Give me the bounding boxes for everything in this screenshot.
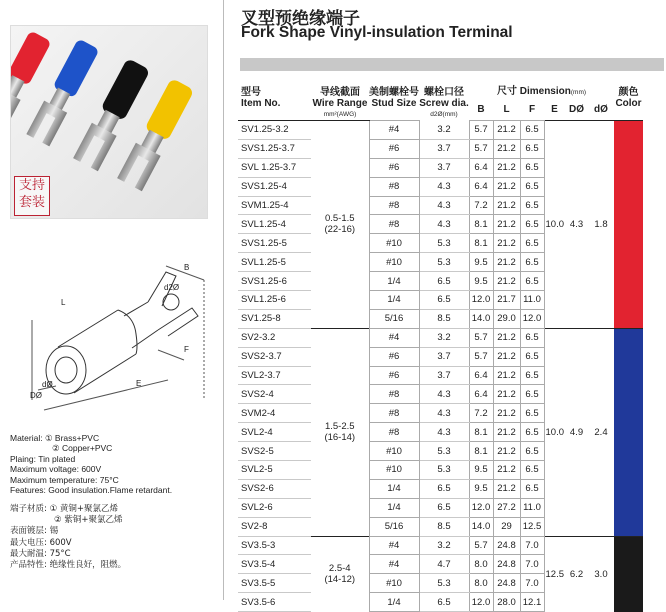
cell-f: 11.0 — [520, 291, 544, 310]
cell-l: 21.2 — [493, 272, 520, 291]
cell-screw-dia: 5.3 — [419, 461, 469, 480]
spec-line: Plaing: Tin plated — [10, 453, 76, 464]
cell-f: 6.5 — [520, 347, 544, 366]
specs-chinese — [10, 504, 126, 571]
cell-e: 12.5 — [544, 536, 565, 612]
cell-f: 6.5 — [520, 215, 544, 234]
header-wire-unit: mm²(AWG) — [323, 111, 357, 118]
cell-screw-dia: 3.2 — [419, 536, 469, 555]
cell-b: 14.0 — [469, 309, 493, 328]
cell-model: SVL1.25-6 — [238, 291, 311, 310]
specs-english — [10, 433, 172, 495]
header-e: E — [551, 103, 558, 115]
cell-f: 7.0 — [520, 574, 544, 593]
cell-f: 6.5 — [520, 196, 544, 215]
cell-l: 21.2 — [493, 385, 520, 404]
cell-e: 10.0 — [544, 121, 565, 329]
cell-f: 6.5 — [520, 366, 544, 385]
cell-f: 6.5 — [520, 461, 544, 480]
cell-screw-dia: 3.7 — [419, 158, 469, 177]
spec-line: 表面镀层: 锡 — [10, 526, 59, 537]
cell-screw-dia: 4.3 — [419, 385, 469, 404]
label-b: B — [184, 263, 190, 272]
cell-l: 21.2 — [493, 253, 520, 272]
cell-screw-dia: 8.5 — [419, 309, 469, 328]
cell-model: SVL2-6 — [238, 498, 311, 517]
cell-model: SVS2-4 — [238, 385, 311, 404]
spec-line: 最大电压: 600V — [10, 537, 72, 548]
cell-screw-dia: 3.2 — [419, 328, 469, 347]
cell-dd: 4.9 — [565, 328, 588, 536]
label-d: dØ — [42, 380, 53, 389]
spec-line: Maximum temperature: 75°C — [10, 474, 119, 485]
cell-d: 2.4 — [588, 328, 614, 536]
cell-stud: #6 — [369, 347, 419, 366]
cell-b: 9.5 — [469, 272, 493, 291]
cell-screw-dia: 6.5 — [419, 593, 469, 612]
cell-stud: #4 — [369, 555, 419, 574]
spec-line: ② 紫铜+聚氯乙烯 — [54, 515, 123, 526]
cell-model: SVL2-5 — [238, 461, 311, 480]
cell-wire-range — [311, 536, 369, 612]
cell-dd: 6.2 — [565, 536, 588, 612]
cell-f: 12.1 — [520, 593, 544, 612]
cell-model: SVS2-3.7 — [238, 347, 311, 366]
color-swatch — [614, 328, 643, 536]
table-row — [238, 121, 643, 140]
cell-b: 8.1 — [469, 234, 493, 253]
cell-screw-dia: 5.3 — [419, 253, 469, 272]
cell-f: 6.5 — [520, 139, 544, 158]
label-e: E — [136, 379, 142, 388]
header-model-en: Item No. — [241, 98, 281, 109]
cell-l: 21.2 — [493, 196, 520, 215]
cell-stud: #8 — [369, 215, 419, 234]
cell-wire-range — [311, 328, 369, 536]
cell-screw-dia: 6.5 — [419, 291, 469, 310]
cell-f: 7.0 — [520, 555, 544, 574]
spec-line: 最大耐温: 75°C — [10, 548, 71, 559]
cell-stud: #4 — [369, 536, 419, 555]
header-dd: DØ — [569, 103, 584, 115]
cell-b: 9.5 — [469, 479, 493, 498]
label-dd: DØ — [30, 391, 42, 400]
header-wire-en: Wire Range — [312, 98, 368, 109]
cell-stud: 5/16 — [369, 517, 419, 536]
cell-f: 6.5 — [520, 442, 544, 461]
cell-l: 21.2 — [493, 139, 520, 158]
cell-b: 8.0 — [469, 574, 493, 593]
header-screw-unit: d2Ø(mm) — [430, 111, 458, 118]
cell-l: 21.2 — [493, 215, 520, 234]
cell-b: 14.0 — [469, 517, 493, 536]
cell-b: 6.4 — [469, 385, 493, 404]
header-stud-en: Stud Size — [371, 98, 417, 109]
header-model: 型号 — [241, 87, 261, 98]
cell-model: SVS1.25-6 — [238, 272, 311, 291]
cell-b: 12.0 — [469, 498, 493, 517]
cell-screw-dia: 4.3 — [419, 196, 469, 215]
cell-l: 21.2 — [493, 177, 520, 196]
header-screw: 螺栓口径 — [424, 87, 464, 98]
header-wire: 导线截面 — [320, 87, 360, 98]
header-l: L — [503, 103, 510, 115]
page-title-cn: 叉型预绝缘端子 — [241, 9, 360, 29]
cell-f: 6.5 — [520, 385, 544, 404]
cell-model: SVM2-4 — [238, 404, 311, 423]
table-row — [238, 328, 643, 347]
color-swatch — [614, 121, 643, 329]
cell-b: 9.5 — [469, 253, 493, 272]
cell-e: 10.0 — [544, 328, 565, 536]
cell-model: SV2-3.2 — [238, 328, 311, 347]
cell-l: 29.0 — [493, 309, 520, 328]
cell-model: SVL1.25-5 — [238, 253, 311, 272]
cell-b: 8.1 — [469, 423, 493, 442]
cell-f: 12.0 — [520, 309, 544, 328]
cell-stud: #10 — [369, 253, 419, 272]
cell-f: 6.5 — [520, 234, 544, 253]
header-screw-en: Screw dia. — [419, 98, 469, 109]
cell-b: 5.7 — [469, 121, 493, 140]
label-l: L — [61, 298, 66, 307]
cell-model: SV3.5-6 — [238, 593, 311, 612]
cell-screw-dia: 5.3 — [419, 574, 469, 593]
cell-model: SVS2-5 — [238, 442, 311, 461]
cell-screw-dia: 3.7 — [419, 366, 469, 385]
cell-screw-dia: 3.7 — [419, 139, 469, 158]
cell-b: 5.7 — [469, 139, 493, 158]
cell-stud: 1/4 — [369, 593, 419, 612]
cell-l: 21.2 — [493, 158, 520, 177]
cell-l: 21.2 — [493, 121, 520, 140]
cell-l: 21.2 — [493, 461, 520, 480]
header-color: 颜色 — [618, 87, 639, 98]
spec-line: 端子材质: ① 黄铜+聚氯乙烯 — [10, 504, 119, 514]
cell-f: 6.5 — [520, 177, 544, 196]
cell-l: 24.8 — [493, 555, 520, 574]
cell-screw-dia: 5.3 — [419, 234, 469, 253]
cell-d: 1.8 — [588, 121, 614, 329]
spec-table — [238, 86, 643, 612]
dimension-drawing — [8, 250, 223, 422]
cell-model: SV1.25-8 — [238, 309, 311, 328]
cell-stud: #8 — [369, 385, 419, 404]
cell-f: 6.5 — [520, 158, 544, 177]
cell-l: 21.2 — [493, 442, 520, 461]
product-photo — [10, 25, 208, 219]
cell-b: 5.7 — [469, 347, 493, 366]
cell-l: 24.8 — [493, 536, 520, 555]
cell-l: 27.2 — [493, 498, 520, 517]
cell-f: 6.5 — [520, 404, 544, 423]
spec-line: Material: ① Brass+PVC — [10, 433, 100, 443]
wire-awg: (14-12) — [324, 574, 356, 586]
header-b: B — [477, 103, 485, 115]
cell-screw-dia: 6.5 — [419, 479, 469, 498]
cell-screw-dia: 4.3 — [419, 177, 469, 196]
cell-f: 6.5 — [520, 328, 544, 347]
wire-mm2: 2.5-4 — [328, 563, 351, 575]
cell-stud: #10 — [369, 574, 419, 593]
cell-stud: #10 — [369, 234, 419, 253]
cell-screw-dia: 6.5 — [419, 272, 469, 291]
cell-b: 12.0 — [469, 593, 493, 612]
wire-awg: (16-14) — [324, 432, 356, 444]
cell-f: 6.5 — [520, 479, 544, 498]
cell-stud: #10 — [369, 442, 419, 461]
cell-screw-dia: 5.3 — [419, 442, 469, 461]
cell-model: SVL2-3.7 — [238, 366, 311, 385]
cell-stud: #6 — [369, 139, 419, 158]
cell-f: 6.5 — [520, 253, 544, 272]
cell-screw-dia: 8.5 — [419, 517, 469, 536]
cell-stud: #8 — [369, 404, 419, 423]
cell-model: SVM1.25-4 — [238, 196, 311, 215]
table-row — [238, 536, 643, 555]
cell-screw-dia: 4.3 — [419, 215, 469, 234]
cell-wire-range — [311, 121, 369, 329]
cell-dd: 4.3 — [565, 121, 588, 329]
wire-mm2: 0.5-1.5 — [324, 213, 355, 225]
cell-b: 9.5 — [469, 461, 493, 480]
cell-model: SV3.5-3 — [238, 536, 311, 555]
cell-model: SV1.25-3.2 — [238, 121, 311, 140]
cell-model: SVL1.25-4 — [238, 215, 311, 234]
wire-awg: (22-16) — [324, 224, 356, 236]
cell-model: SVS1.25-4 — [238, 177, 311, 196]
cell-l: 21.2 — [493, 366, 520, 385]
cell-screw-dia: 6.5 — [419, 498, 469, 517]
cell-model: SVL2-4 — [238, 423, 311, 442]
cell-screw-dia: 3.2 — [419, 121, 469, 140]
cell-screw-dia: 4.3 — [419, 423, 469, 442]
cell-model: SV3.5-4 — [238, 555, 311, 574]
cell-b: 7.2 — [469, 196, 493, 215]
cell-stud: 1/4 — [369, 479, 419, 498]
spec-line: Maximum voltage: 600V — [10, 464, 102, 475]
cell-l: 21.2 — [493, 479, 520, 498]
cell-model: SVL 1.25-3.7 — [238, 158, 311, 177]
cell-b: 7.2 — [469, 404, 493, 423]
label-d2: d2Ø — [164, 283, 180, 292]
cell-b: 12.0 — [469, 291, 493, 310]
spec-line: ② Copper+PVC — [52, 443, 113, 454]
header-stud: 美制螺栓号 — [369, 87, 419, 98]
cell-l: 28.0 — [493, 593, 520, 612]
header-color-en: Color — [615, 98, 642, 109]
cell-l: 24.8 — [493, 574, 520, 593]
cell-stud: #4 — [369, 121, 419, 140]
label-f: F — [184, 345, 189, 354]
cell-stud: #8 — [369, 196, 419, 215]
cell-model: SVS2-6 — [238, 479, 311, 498]
cell-stud: 1/4 — [369, 498, 419, 517]
cell-model: SV3.5-5 — [238, 574, 311, 593]
header-dimension: 尺寸 Dimension(mm) — [496, 86, 587, 97]
cell-b: 6.4 — [469, 177, 493, 196]
cell-l: 21.2 — [493, 347, 520, 366]
page-title-en: Fork Shape Vinyl-insulation Terminal — [241, 24, 513, 41]
cell-screw-dia: 4.3 — [419, 404, 469, 423]
cell-stud: #8 — [369, 423, 419, 442]
cell-b: 6.4 — [469, 158, 493, 177]
cell-stud: 1/4 — [369, 291, 419, 310]
spec-table-body — [238, 121, 643, 612]
cell-screw-dia: 3.7 — [419, 347, 469, 366]
cell-f: 6.5 — [520, 272, 544, 291]
cell-b: 8.0 — [469, 555, 493, 574]
spec-line: 产品特性: 绝缘性良好，阻燃。 — [10, 560, 127, 571]
cell-f: 12.5 — [520, 517, 544, 536]
cell-b: 6.4 — [469, 366, 493, 385]
cell-l: 21.2 — [493, 234, 520, 253]
cell-stud: #6 — [369, 158, 419, 177]
cell-stud: #4 — [369, 328, 419, 347]
cell-model: SVS1.25-3.7 — [238, 139, 311, 158]
cell-b: 5.7 — [469, 536, 493, 555]
cell-l: 29 — [493, 517, 520, 536]
cell-stud: #8 — [369, 177, 419, 196]
cell-l: 21.2 — [493, 423, 520, 442]
cell-d: 3.0 — [588, 536, 614, 612]
color-swatch — [614, 536, 643, 612]
cell-model: SV2-8 — [238, 517, 311, 536]
spec-line: Features: Good insulation.Flame retardant. — [10, 485, 173, 496]
cell-l: 21.2 — [493, 404, 520, 423]
cell-b: 8.1 — [469, 442, 493, 461]
cell-l: 21.2 — [493, 328, 520, 347]
header-f: F — [528, 103, 536, 115]
cell-stud: #10 — [369, 461, 419, 480]
stamp-label: 支持套装 — [14, 176, 50, 216]
cell-b: 5.7 — [469, 328, 493, 347]
cell-f: 11.0 — [520, 498, 544, 517]
cell-stud: #6 — [369, 366, 419, 385]
cell-stud: 1/4 — [369, 272, 419, 291]
left-panel — [0, 0, 232, 600]
cell-f: 7.0 — [520, 536, 544, 555]
cell-f: 6.5 — [520, 423, 544, 442]
wire-mm2: 1.5-2.5 — [324, 421, 355, 433]
cell-model: SVS1.25-5 — [238, 234, 311, 253]
cell-stud: 5/16 — [369, 309, 419, 328]
cell-b: 8.1 — [469, 215, 493, 234]
cell-screw-dia: 4.7 — [419, 555, 469, 574]
cell-f: 6.5 — [520, 121, 544, 140]
cell-l: 21.7 — [493, 291, 520, 310]
header-bar — [240, 58, 664, 71]
panel-divider — [223, 0, 224, 600]
header-d: dØ — [594, 103, 608, 115]
